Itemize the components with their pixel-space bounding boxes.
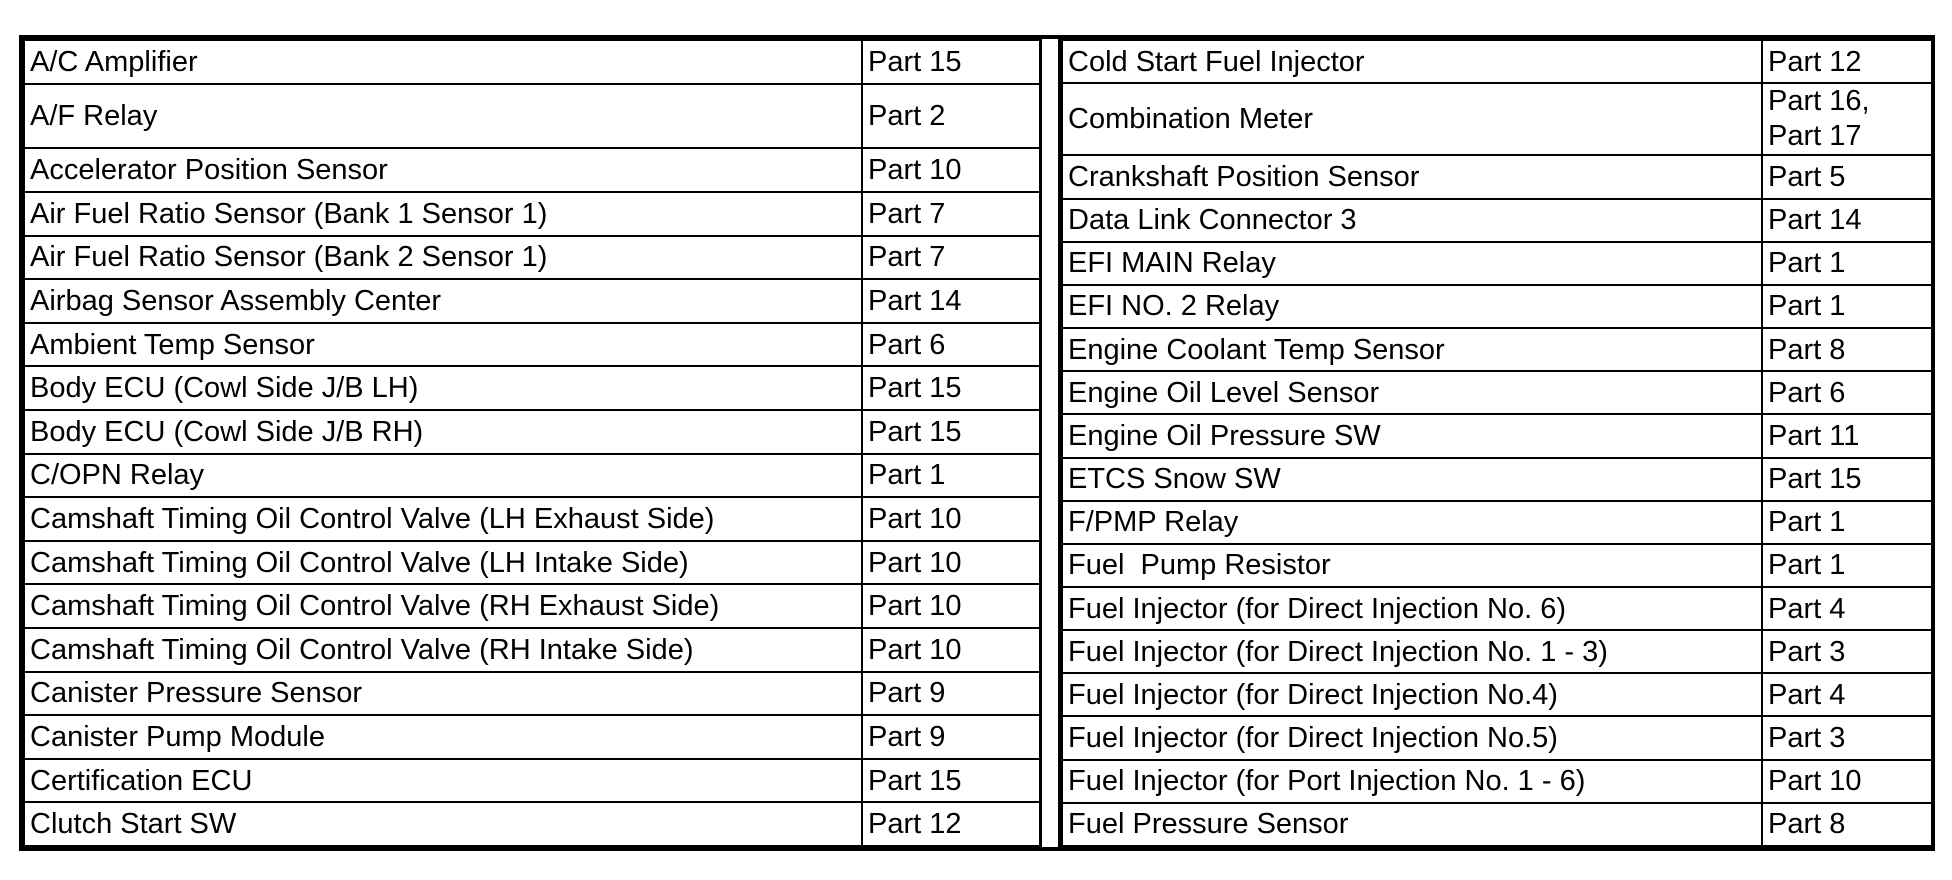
component-cell: Airbag Sensor Assembly Center [24,279,862,323]
part-cell: Part 2 [862,84,1040,149]
component-cell: Fuel Injector (for Direct Injection No.4) [1062,673,1762,716]
component-cell: Canister Pressure Sensor [24,672,862,716]
table-row [24,40,1040,84]
table-row [24,628,1040,672]
table-row [24,366,1040,410]
component-cell: Engine Oil Pressure SW [1062,414,1762,457]
part-cell: Part 6 [862,323,1040,367]
part-cell: Part 8 [1762,328,1932,371]
component-cell: Accelerator Position Sensor [24,148,862,192]
component-cell: Body ECU (Cowl Side J/B RH) [24,410,862,454]
table-row [24,148,1040,192]
table-row [24,802,1040,846]
component-cell: Camshaft Timing Oil Control Valve (RH Exhaust Side) [24,584,862,628]
component-cell: Camshaft Timing Oil Control Valve (LH Intake Side) [24,541,862,585]
component-cell: A/F Relay [24,84,862,149]
table-row [1062,371,1932,414]
part-cell: Part 15 [1762,458,1932,501]
component-cell: Camshaft Timing Oil Control Valve (RH Intake Side) [24,628,862,672]
part-cell: Part 5 [1762,155,1932,198]
part-cell: Part 10 [862,541,1040,585]
table-row [1062,199,1932,242]
component-cell: A/C Amplifier [24,40,862,84]
left-table [23,39,1041,847]
part-cell: Part 1 [1762,501,1932,544]
part-cell: Part 10 [862,628,1040,672]
part-cell: Part 10 [862,148,1040,192]
table-row [24,584,1040,628]
part-cell: Part 14 [1762,199,1932,242]
component-cell: Fuel Injector (for Port Injection No. 1 - 6) [1062,760,1762,803]
component-cell: Canister Pump Module [24,715,862,759]
part-cell: Part 4 [1762,587,1932,630]
component-cell: Cold Start Fuel Injector [1062,40,1762,83]
part-cell: Part 6 [1762,371,1932,414]
component-cell: Fuel Injector (for Direct Injection No. 1 - 3) [1062,630,1762,673]
table-row [24,192,1040,236]
table-row [1062,242,1932,285]
left-panel [23,39,1039,847]
table-row [1062,716,1932,759]
component-cell: EFI NO. 2 Relay [1062,285,1762,328]
table-row [1062,458,1932,501]
table-row [1062,803,1932,846]
component-cell: Camshaft Timing Oil Control Valve (LH Exhaust Side) [24,497,862,541]
table-row [1062,155,1932,198]
component-cell: C/OPN Relay [24,454,862,498]
part-cell: Part 4 [1762,673,1932,716]
component-cell: EFI MAIN Relay [1062,242,1762,285]
table-row [24,454,1040,498]
component-cell: Engine Coolant Temp Sensor [1062,328,1762,371]
component-cell: Crankshaft Position Sensor [1062,155,1762,198]
table-row [24,759,1040,803]
component-cell: Data Link Connector 3 [1062,199,1762,242]
table-row [1062,501,1932,544]
part-cell: Part 15 [862,366,1040,410]
table-row [24,236,1040,280]
table-row [1062,40,1932,83]
part-cell: Part 3 [1762,630,1932,673]
table-row [24,323,1040,367]
table-row [24,672,1040,716]
part-cell: Part 1 [1762,285,1932,328]
table-row [24,84,1040,149]
right-table [1061,39,1933,847]
table-row [1062,544,1932,587]
table-row [24,410,1040,454]
table-row [24,279,1040,323]
part-cell: Part 10 [862,497,1040,541]
component-cell: Air Fuel Ratio Sensor (Bank 1 Sensor 1) [24,192,862,236]
part-cell: Part 15 [862,410,1040,454]
component-cell: Clutch Start SW [24,802,862,846]
part-cell: Part 11 [1762,414,1932,457]
component-cell: Engine Oil Level Sensor [1062,371,1762,414]
table-row [24,715,1040,759]
part-cell: Part 8 [1762,803,1932,846]
component-cell: Ambient Temp Sensor [24,323,862,367]
part-cell: Part 1 [1762,544,1932,587]
part-cell: Part 9 [862,672,1040,716]
component-cell: Combination Meter [1062,83,1762,155]
component-index-table [19,35,1935,851]
part-cell: Part 10 [1762,760,1932,803]
part-cell: Part 10 [862,584,1040,628]
component-cell: Fuel Pump Resistor [1062,544,1762,587]
part-cell: Part 7 [862,192,1040,236]
table-row [24,541,1040,585]
component-cell: Air Fuel Ratio Sensor (Bank 2 Sensor 1) [24,236,862,280]
table-row [1062,630,1932,673]
right-panel [1061,39,1931,847]
table-row [1062,587,1932,630]
part-cell: Part 12 [1762,40,1932,83]
part-cell: Part 1 [1762,242,1932,285]
component-cell: Fuel Pressure Sensor [1062,803,1762,846]
table-row [1062,414,1932,457]
component-cell: F/PMP Relay [1062,501,1762,544]
part-cell: Part 7 [862,236,1040,280]
table-row [24,497,1040,541]
table-row [1062,285,1932,328]
part-cell: Part 14 [862,279,1040,323]
part-cell: Part 15 [862,40,1040,84]
table-row [1062,328,1932,371]
part-cell: Part 3 [1762,716,1932,759]
component-cell: Body ECU (Cowl Side J/B LH) [24,366,862,410]
component-cell: ETCS Snow SW [1062,458,1762,501]
part-cell: Part 9 [862,715,1040,759]
table-row [1062,760,1932,803]
table-row [1062,673,1932,716]
part-cell: Part 1 [862,454,1040,498]
component-cell: Fuel Injector (for Direct Injection No.5) [1062,716,1762,759]
part-cell: Part 12 [862,802,1040,846]
component-cell: Fuel Injector (for Direct Injection No. 6) [1062,587,1762,630]
part-cell: Part 16, Part 17 [1762,83,1932,155]
column-divider [1039,39,1061,847]
component-cell: Certification ECU [24,759,862,803]
table-row [1062,83,1932,155]
part-cell: Part 15 [862,759,1040,803]
